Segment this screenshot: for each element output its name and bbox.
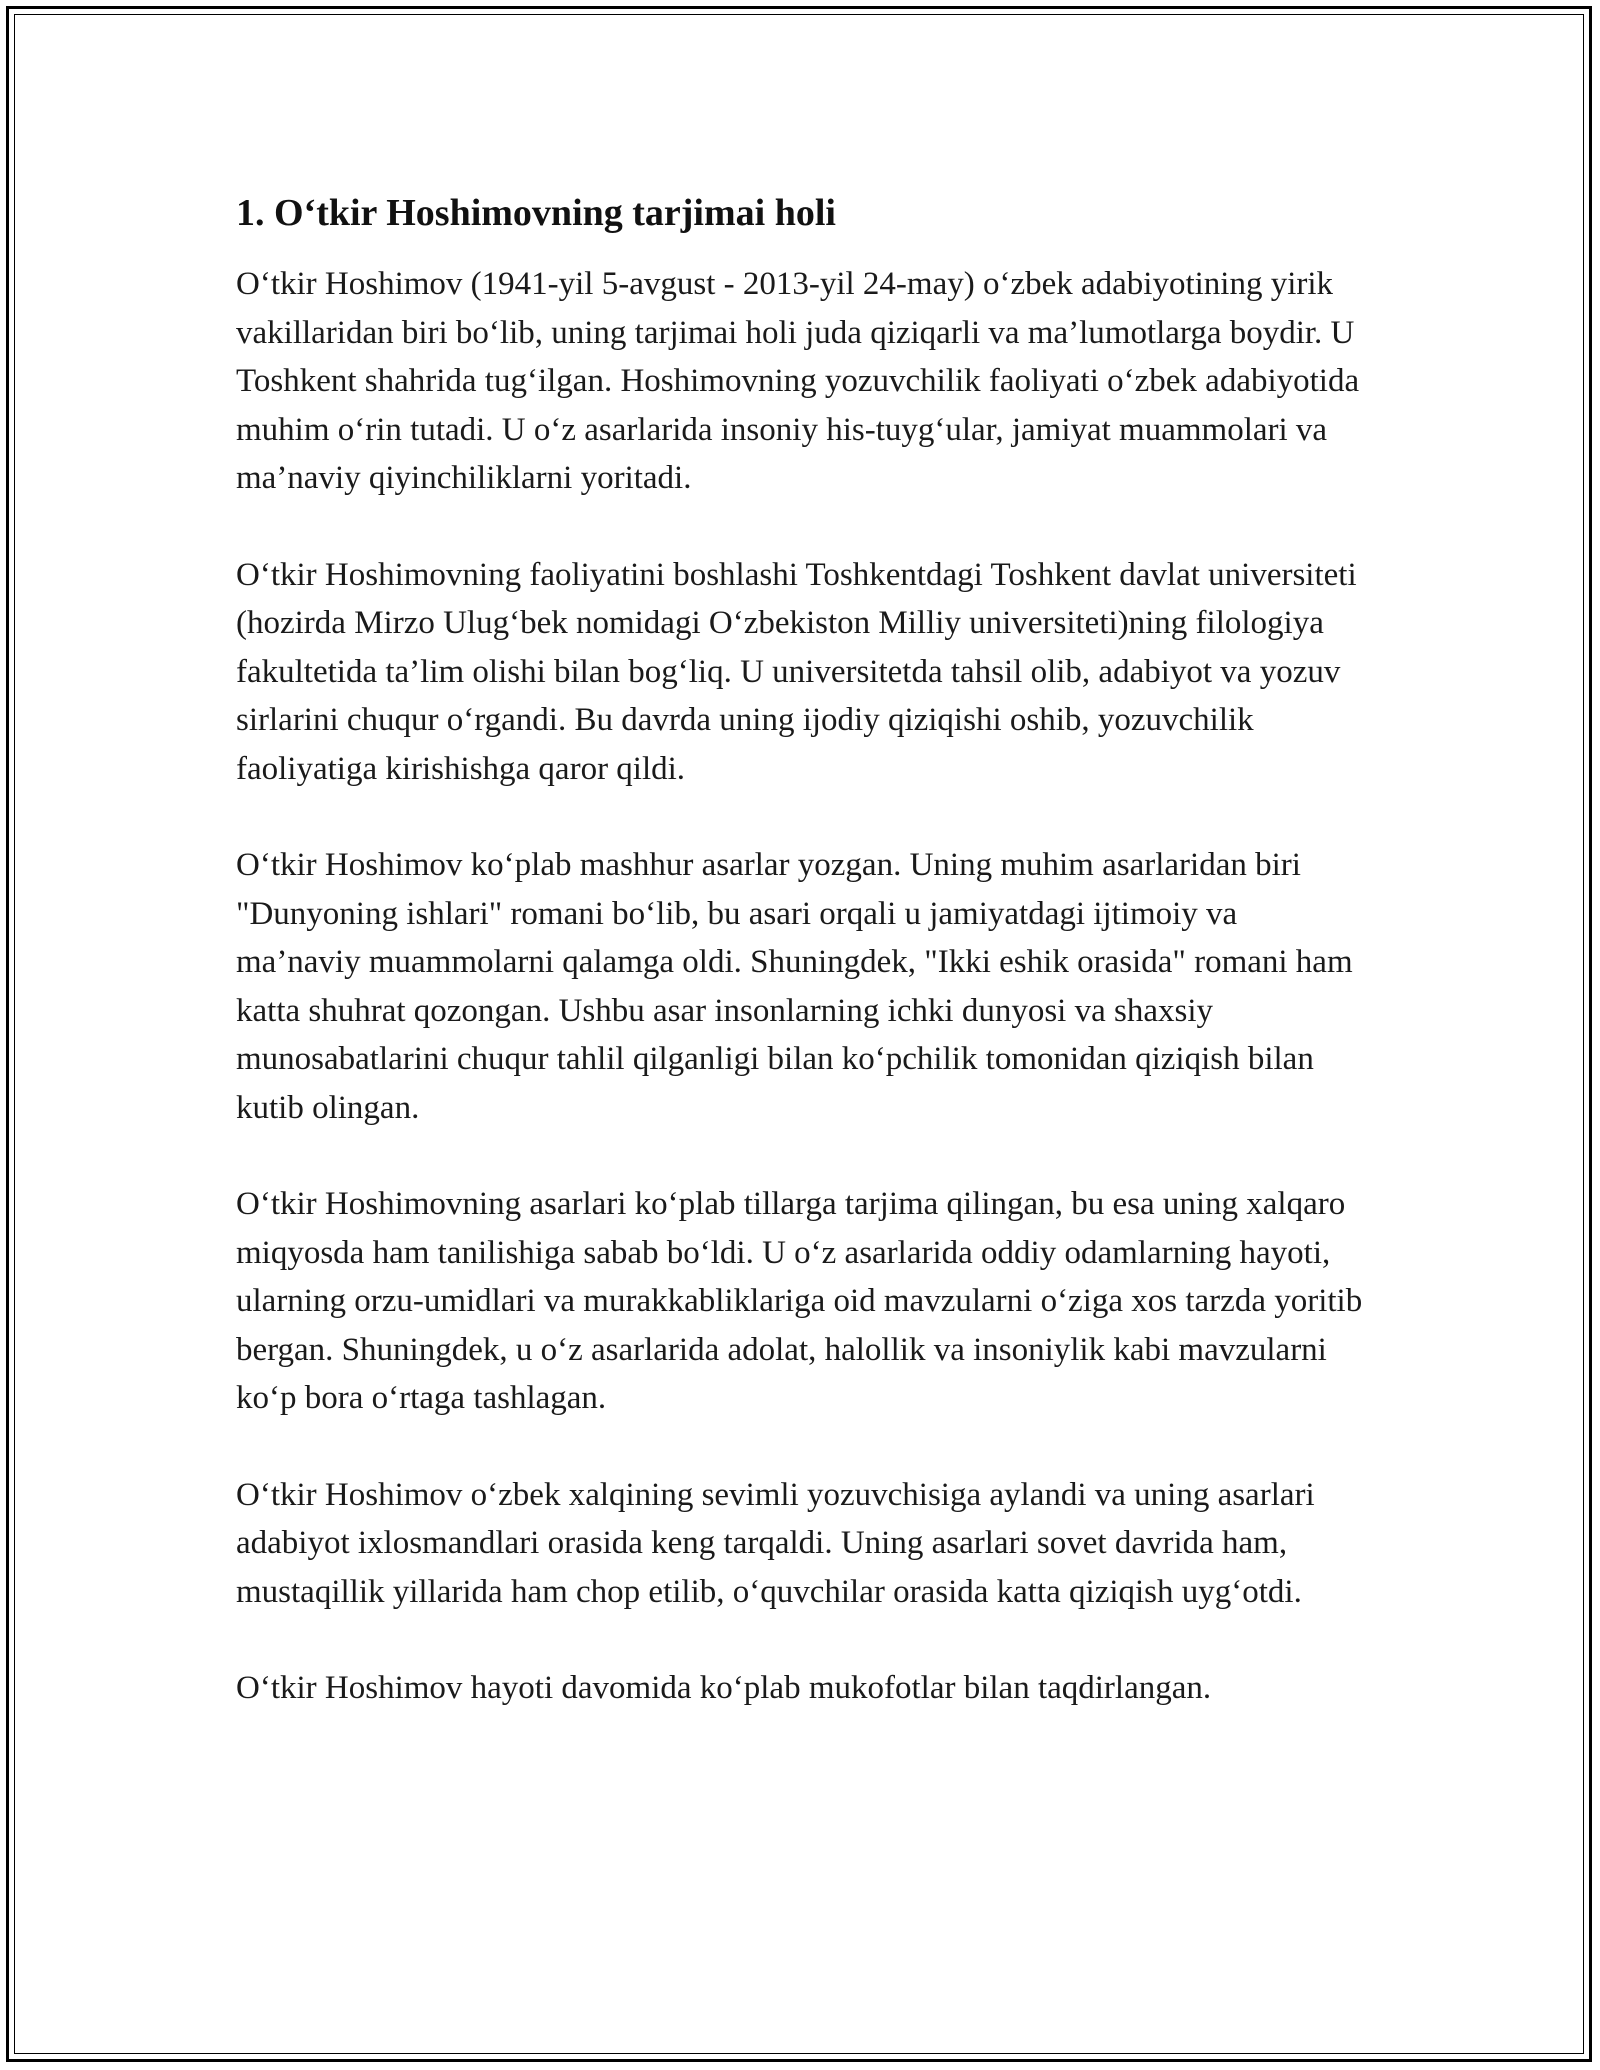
- paragraph-5: O‘tkir Hoshimov o‘zbek xalqining sevimli yozuvchisiga aylandi va uning asarlari adabiyot ixlosmandlari orasida keng tarqaldi. Uning asarlari sovet davrida ham, mustaqillik yillarida ham chop etilib, o‘quvchilar orasida katta qiziqish uyg‘otdi.: [236, 1476, 1315, 1610]
- page-title: 1. O‘tkir Hoshimovning tarjimai holi: [236, 192, 836, 234]
- paragraph-1: O‘tkir Hoshimov (1941-yil 5-avgust - 2013-yil 24-may) o‘zbek adabiyotining yirik vakillaridan biri bo‘lib, uning tarjimai holi juda qiziqarli va ma’lumotlarga boydir. U Toshkent shahrida tug‘ilgan. Hoshimovning yozuvchilik faoliyati o‘zbek adabiyotida muhim o‘rin tutadi. U o‘z asarlarida insoniy his-tuyg‘ular, jamiyat muammolari va ma’naviy qiyinchiliklarni yoritadi.: [236, 266, 1360, 496]
- paragraph-6: O‘tkir Hoshimov hayoti davomida ko‘plab mukofotlar bilan taqdirlangan.: [236, 1670, 1212, 1706]
- paragraph-3: O‘tkir Hoshimov ko‘plab mashhur asarlar yozgan. Uning muhim asarlaridan biri "Dunyoning ishlari" romani bo‘lib, bu asari orqali u jamiyatdagi ijtimoiy va ma’naviy muammolarni qalamga oldi. Shuningdek, "Ikki eshik orasida" romani ham katta shuhrat qozongan. Ushbu asar insonlarning ichki dunyosi va shaxsiy munosabatlarini chuqur tahlil qilganligi bilan ko‘pchilik tomonidan qiziqish bilan kutib olingan.: [236, 847, 1353, 1126]
- document-body: [236, 186, 1366, 1761]
- paragraph-2: O‘tkir Hoshimovning faoliyatini boshlashi Toshkentdagi Toshkent davlat universiteti (hozirda Mirzo Ulug‘bek nomidagi O‘zbekiston Milliy universiteti)ning filologiya fakultetida ta’lim olishi bilan bog‘liq. U universitetda tahsil olib, adabiyot va yozuv sirlarini chuqur o‘rgandi. Bu davrda uning ijodiy qiziqishi oshib, yozuvchilik faoliyatiga kirishishga qaror qildi.: [236, 556, 1357, 787]
- paragraph-4: O‘tkir Hoshimovning asarlari ko‘plab tillarga tarjima qilingan, bu esa uning xalqaro miqyosda ham tanilishiga sabab bo‘ldi. U o‘z asarlarida oddiy odamlarning hayoti, ularning orzu-umidlari va murakkabliklariga oid mavzularni o‘ziga xos tarzda yoritib bergan. Shuningdek, u o‘z asarlarida adolat, halollik va insoniylik kabi mavzularni ko‘p bora o‘rtaga tashlagan.: [236, 1186, 1363, 1416]
